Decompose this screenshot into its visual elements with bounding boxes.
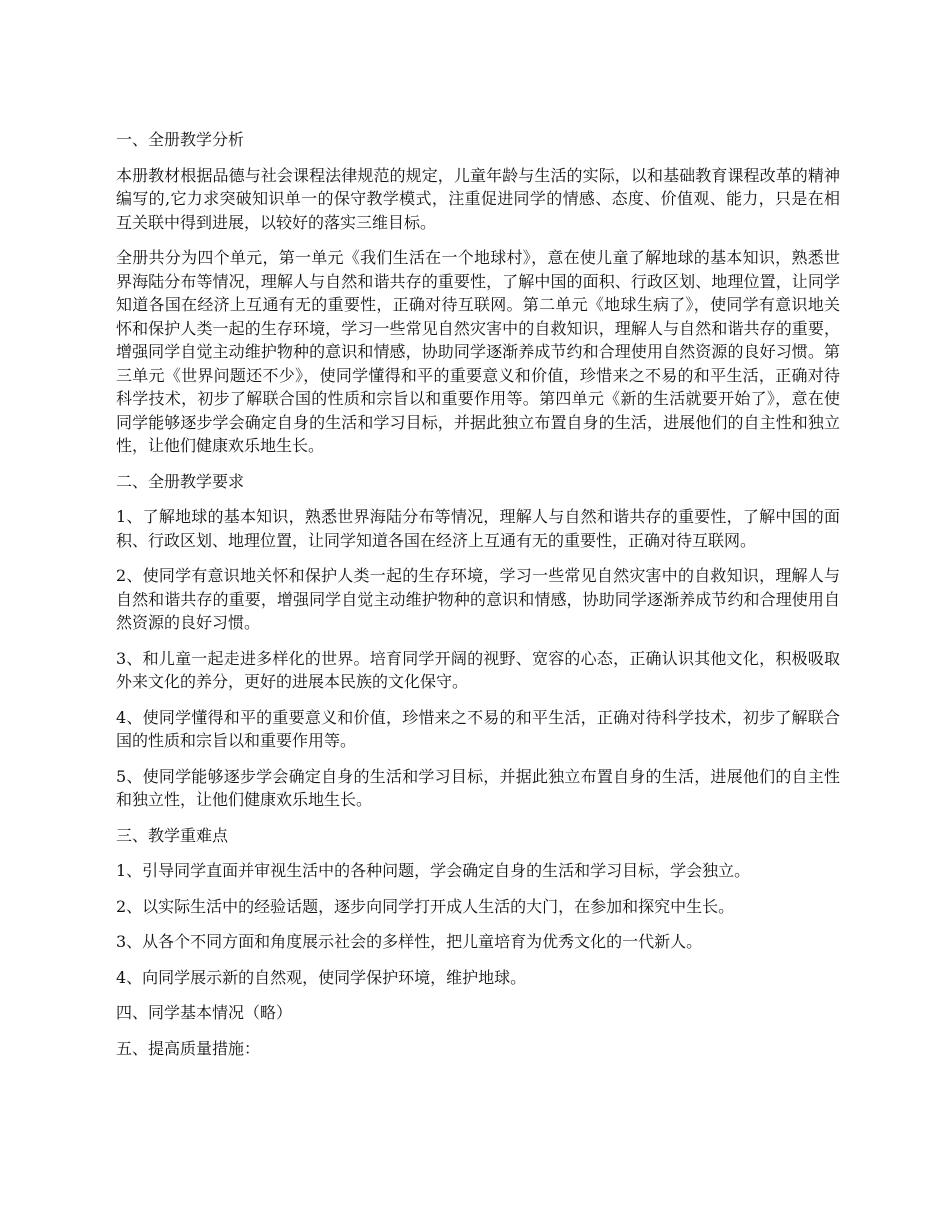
section-analysis	[116, 128, 840, 458]
paragraph: 本册教材根据品德与社会课程法律规范的规定，儿童年龄与生活的实际，以和基础教育课程改革的精神编写的,它力求突破知识单一的保守教学模式，注重促进同学的情感、态度、价值观、能力，只是在相互关联中得到进展，以较好的落实三维目标。	[116, 165, 840, 232]
section-quality-measures	[116, 1037, 840, 1061]
section-heading: 二、全册教学要求	[116, 471, 245, 491]
section-heading: 三、教学重难点	[116, 825, 229, 845]
paragraph: 全册共分为四个单元，第一单元《我们生活在一个地球村》，意在使儿童了解地球的基本知识，熟悉世界海陆分布等情况，理解人与自然和谐共存的重要性，了解中国的面积、行政区划、地理位置，让同学知道各国在经济上互通有无的重要性，正确对待互联网。第二单元《地球生病了》，使同学有意识地关怀和保护人类一起的生存环境，学习一些常见自然灾害中的自救知识，理解人与自然和谐共存的重要，增强同学自觉主动维护物种的意识和情感，协助同学逐渐养成节约和合理使用自然资源的良好习惯。第三单元《世界问题还不少》，使同学懂得和平的重要意义和价值，珍惜来之不易的和平生活，正确对待科学技术，初步了解联合国的性质和宗旨以和重要作用等。第四单元《新的生活就要开始了》，意在使同学能够逐步学会确定自身的生活和学习目标，并据此独立布置自身的生活，进展他们的自主性和独立性，让他们健康欢乐地生长。	[116, 248, 840, 455]
section-requirements	[116, 470, 840, 812]
list-item: 2、以实际生活中的经验话题，逐步向同学打开成人生活的大门，在参加和探究中生长。	[116, 896, 735, 916]
list-item: 4、使同学懂得和平的重要意义和价值，珍惜来之不易的和平生活，正确对待科学技术，初步了解联合国的性质和宗旨以和重要作用等。	[116, 707, 840, 750]
section-heading: 四、同学基本情况（略）	[116, 1003, 293, 1022]
list-item: 1、引导同学直面并审视生活中的各种问题，学会确定自身的生活和学习目标，学会独立。	[116, 861, 751, 880]
list-item: 1、了解地球的基本知识，熟悉世界海陆分布等情况，理解人与自然和谐共存的重要性，了解中国的面积、行政区划、地理位置，让同学知道各国在经济上互通有无的重要性，正确对待互联网。	[116, 507, 840, 550]
section-heading: 五、提高质量措施：	[116, 1038, 261, 1058]
section-key-points	[116, 824, 840, 990]
list-item: 2、使同学有意识地关怀和保护人类一起的生存环境，学习一些常见自然灾害中的自救知识，理解人与自然和谐共存的重要，增强同学自觉主动维护物种的意识和情感，协助同学逐渐养成节约和合理使用自然资源的良好习惯。	[116, 566, 840, 632]
section-heading: 一、全册教学分析	[116, 130, 245, 149]
list-item: 3、从各个不同方面和角度展示社会的多样性，把儿童培育为优秀文化的一代新人。	[116, 932, 703, 951]
list-item: 3、和儿童一起走进多样化的世界。培育同学开阔的视野、宽容的心态，正确认识其他文化，积极吸取外来文化的养分，更好的进展本民族的文化保守。	[116, 648, 840, 691]
list-item: 4、向同学展示新的自然观，使同学保护环境，维护地球。	[116, 967, 527, 987]
section-student-situation	[116, 1001, 840, 1025]
list-item: 5、使同学能够逐步学会确定自身的生活和学习目标，并据此独立布置自身的生活，进展他们的自主性和独立性，让他们健康欢乐地生长。	[116, 766, 840, 809]
document-page	[116, 128, 840, 1072]
